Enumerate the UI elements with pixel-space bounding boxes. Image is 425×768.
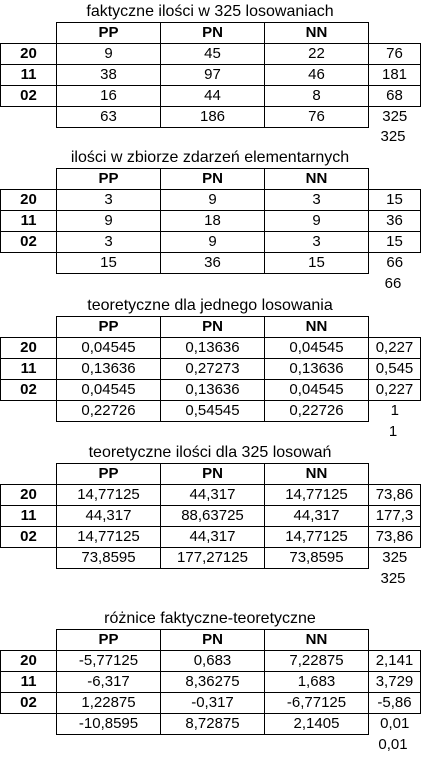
col-total: 76 [265,107,369,128]
col-total: 36 [161,253,265,274]
cell: 14,77125 [265,485,369,506]
cell: 16 [57,86,161,107]
col-header: NN [265,169,369,190]
section-title: faktyczne ilości w 325 losowaniach [86,3,334,20]
cell: -6,317 [57,672,161,693]
row-label: 02 [1,693,57,714]
empty-cell [1,548,57,569]
col-total: 2,1405 [265,714,369,735]
cell: 9 [57,211,161,232]
cell: 18 [161,211,265,232]
row-label: 20 [1,651,57,672]
row-sum: 36 [369,211,421,232]
cell: 1,22875 [57,693,161,714]
cell: 3 [265,232,369,253]
cell: 38 [57,65,161,86]
empty-cell [1,253,57,274]
row-label: 11 [1,65,57,86]
header-row [1,464,421,485]
col-total: 15 [57,253,161,274]
cell: 88,63725 [161,506,265,527]
col-total: -10,8595 [57,714,161,735]
grand-total: 325 [369,548,421,569]
row-sum: 73,86 [369,527,421,548]
totals-row [1,253,421,274]
row-sum: -5,86 [369,693,421,714]
header-row [1,317,421,338]
table-row [1,86,421,107]
cell: 3 [57,190,161,211]
check-total: 325 [380,128,406,145]
table-row [1,190,421,211]
grand-total: 1 [369,401,421,422]
col-total: 0,22726 [57,401,161,422]
table-row [1,672,421,693]
col-header: PN [161,464,265,485]
totals-row [1,401,421,422]
totals-row [1,107,421,128]
row-sum: 177,3 [369,506,421,527]
empty-cell [1,401,57,422]
table-row [1,485,421,506]
data-table [0,463,421,569]
col-total: 63 [57,107,161,128]
cell: 0,13636 [161,380,265,401]
col-total: 73,8595 [57,548,161,569]
cell: 44 [161,86,265,107]
cell: 9 [161,232,265,253]
row-label: 20 [1,44,57,65]
col-header: PP [57,464,161,485]
col-total: 186 [161,107,265,128]
cell: 7,22875 [265,651,369,672]
cell: -0,317 [161,693,265,714]
col-header: NN [265,317,369,338]
data-table [0,629,421,735]
table-row [1,211,421,232]
corner-cell [1,23,57,44]
empty-cell [369,630,421,651]
cell: 0,13636 [161,338,265,359]
cell: 3 [57,232,161,253]
cell: 9 [265,211,369,232]
totals-row [1,714,421,735]
corner-cell [1,169,57,190]
cell: 44,317 [57,506,161,527]
row-label: 11 [1,359,57,380]
col-total: 177,27125 [161,548,265,569]
col-total: 0,54545 [161,401,265,422]
cell: 97 [161,65,265,86]
col-header: PP [57,23,161,44]
row-label: 02 [1,380,57,401]
cell: 8,36275 [161,672,265,693]
empty-cell [369,317,421,338]
cell: 0,04545 [57,338,161,359]
cell: 14,77125 [57,527,161,548]
col-header: PN [161,317,265,338]
row-sum: 0,545 [369,359,421,380]
cell: 0,04545 [265,338,369,359]
row-sum: 2,141 [369,651,421,672]
col-header: NN [265,23,369,44]
row-label: 02 [1,86,57,107]
check-total: 325 [380,570,406,587]
row-sum: 15 [369,190,421,211]
table-row [1,232,421,253]
cell: -6,77125 [265,693,369,714]
cell: 3 [265,190,369,211]
grand-total: 0,01 [369,714,421,735]
col-total: 8,72875 [161,714,265,735]
cell: 0,13636 [57,359,161,380]
col-header: PN [161,23,265,44]
empty-cell [369,169,421,190]
row-sum: 181 [369,65,421,86]
section-title: ilości w zbiorze zdarzeń elementarnych [70,149,350,166]
cell: -5,77125 [57,651,161,672]
data-table [0,168,421,274]
col-total: 15 [265,253,369,274]
cell: 45 [161,44,265,65]
table-row [1,338,421,359]
table-row [1,506,421,527]
cell: 0,683 [161,651,265,672]
cell: 44,317 [161,527,265,548]
section-title: różnice faktyczne-teoretyczne [104,610,316,627]
cell: 8 [265,86,369,107]
row-sum: 68 [369,86,421,107]
table-row [1,65,421,86]
row-label: 02 [1,527,57,548]
header-row [1,169,421,190]
cell: 14,77125 [57,485,161,506]
grand-total: 66 [369,253,421,274]
row-label: 11 [1,672,57,693]
table-row [1,380,421,401]
col-header: NN [265,630,369,651]
corner-cell [1,317,57,338]
cell: 44,317 [265,506,369,527]
cell: 14,77125 [265,527,369,548]
row-label: 20 [1,190,57,211]
table-row [1,527,421,548]
empty-cell [369,23,421,44]
row-label: 02 [1,232,57,253]
corner-cell [1,464,57,485]
empty-cell [1,714,57,735]
col-header: PP [57,169,161,190]
col-header: PP [57,317,161,338]
table-row [1,651,421,672]
col-header: NN [265,464,369,485]
cell: 0,13636 [265,359,369,380]
col-header: PP [57,630,161,651]
data-table [0,22,421,128]
grand-total: 325 [369,107,421,128]
empty-cell [1,107,57,128]
cell: 44,317 [161,485,265,506]
corner-cell [1,630,57,651]
row-label: 11 [1,506,57,527]
row-sum: 15 [369,232,421,253]
col-header: PN [161,169,265,190]
col-header: PN [161,630,265,651]
row-label: 20 [1,485,57,506]
cell: 0,04545 [57,380,161,401]
col-total: 73,8595 [265,548,369,569]
check-total: 0,01 [378,736,408,753]
row-sum: 0,227 [369,338,421,359]
section-title: teoretyczne dla jednego losowania [87,297,333,314]
table-row [1,693,421,714]
header-row [1,23,421,44]
row-sum: 3,729 [369,672,421,693]
row-sum: 73,86 [369,485,421,506]
cell: 0,27273 [161,359,265,380]
cell: 0,04545 [265,380,369,401]
check-total: 1 [388,423,398,440]
section-title: teoretyczne ilości dla 325 losowań [88,444,332,461]
empty-cell [369,464,421,485]
data-table [0,316,421,422]
totals-row [1,548,421,569]
cell: 9 [57,44,161,65]
row-sum: 0,227 [369,380,421,401]
cell: 1,683 [265,672,369,693]
row-sum: 76 [369,44,421,65]
header-row [1,630,421,651]
cell: 9 [161,190,265,211]
row-label: 11 [1,211,57,232]
col-total: 0,22726 [265,401,369,422]
table-row [1,44,421,65]
cell: 22 [265,44,369,65]
row-label: 20 [1,338,57,359]
table-row [1,359,421,380]
check-total: 66 [384,275,402,292]
cell: 46 [265,65,369,86]
